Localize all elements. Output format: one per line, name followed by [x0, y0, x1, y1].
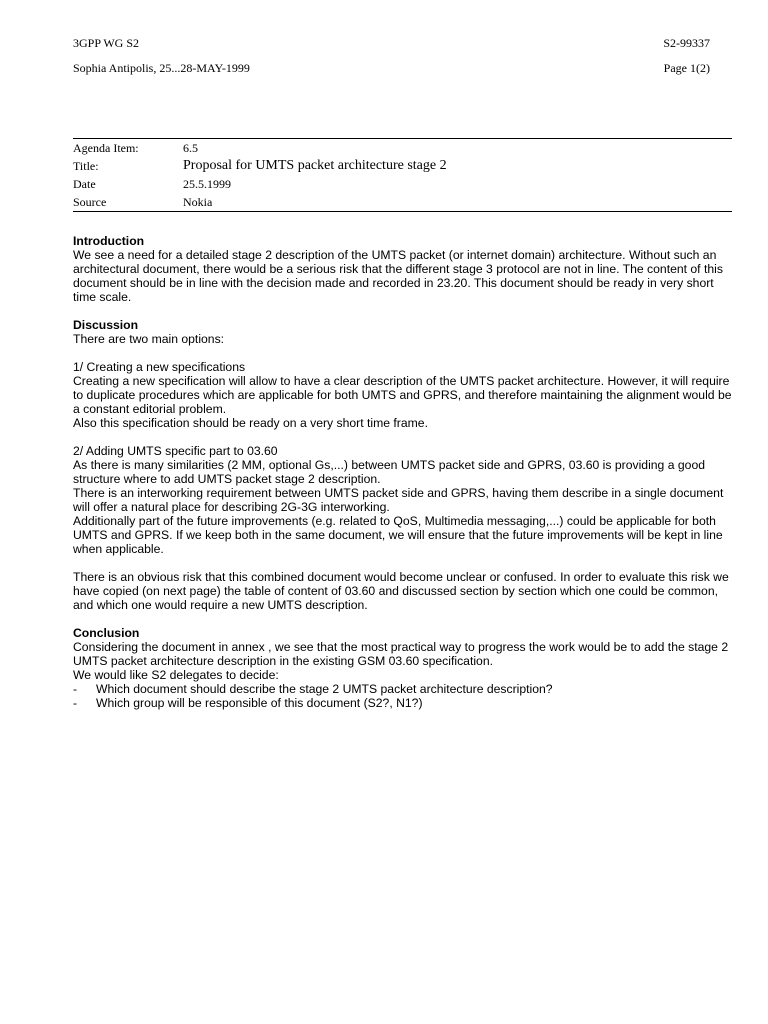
- list-item-text: Which document should describe the stage 2 UMTS packet architecture description?: [96, 682, 553, 696]
- page-number: Page 1(2): [663, 61, 710, 75]
- option1-text2: Also this specification should be ready on a very short time frame.: [73, 416, 428, 430]
- bullet-dash: -: [73, 682, 78, 696]
- date-label: Date: [73, 177, 96, 191]
- title-row: [73, 157, 732, 175]
- conclusion-heading: Conclusion: [73, 626, 140, 640]
- metadata-table: [73, 138, 732, 212]
- agenda-label: Agenda Item:: [73, 141, 139, 155]
- agenda-value: 6.5: [183, 141, 198, 155]
- option2-text1: As there is many similarities (2 MM, optional Gs,...) between UMTS packet side and GPRS, 03.60 is providing a good structure where to add UMTS packet stage 2 description.: [73, 458, 705, 486]
- list-item: [73, 682, 733, 696]
- introduction-text: We see a need for a detailed stage 2 description of the UMTS packet (or internet domain) architecture. Without such an architectural document, there would be a serious risk that the different stage 3 protocol are not in line. The content of this document should be in line with the decision made and recorded in 23.20. This document should be ready in very short time scale.: [73, 248, 723, 304]
- conclusion-text: Considering the document in annex , we see that the most practical way to progress the work would be to add the stage 2 UMTS packet architecture description in the existing GSM 03.60 specification.: [73, 640, 729, 668]
- title-label: Title:: [73, 159, 99, 173]
- meeting-info: Sophia Antipolis, 25...28-MAY-1999: [73, 61, 250, 75]
- source-label: Source: [73, 195, 107, 209]
- document-title: Proposal for UMTS packet architecture stage 2: [183, 158, 447, 173]
- source-value: Nokia: [183, 195, 213, 209]
- option2-text3: Additionally part of the future improvements (e.g. related to QoS, Multimedia messaging,...) could be applicable for both UMTS and GPRS. If we keep both in the same document, we will ensure that the future improvements will be kept in line when applicable.: [73, 514, 723, 556]
- discussion-heading: Discussion: [73, 318, 139, 332]
- date-value: 25.5.1999: [183, 177, 231, 191]
- option2-title: 2/ Adding UMTS specific part to 03.60: [73, 444, 278, 458]
- discussion-intro: There are two main options:: [73, 332, 225, 346]
- option1-title: 1/ Creating a new specifications: [73, 360, 246, 374]
- group-name: 3GPP WG S2: [73, 36, 140, 50]
- agenda-row: [73, 139, 732, 157]
- document-number: S2-99337: [663, 36, 710, 50]
- source-row: [73, 193, 732, 211]
- introduction-heading: Introduction: [73, 234, 145, 248]
- conclusion-ask: We would like S2 delegates to decide:: [73, 668, 279, 682]
- list-item: [73, 696, 733, 710]
- bullet-dash: -: [73, 696, 78, 710]
- decision-list: [73, 682, 733, 710]
- risk-text: There is an obvious risk that this combined document would become unclear or confused. In order to evaluate this risk we have copied (on next page) the table of content of 03.60 and discussed section by section which one could be common, and which one would require a new UMTS description.: [73, 570, 729, 612]
- option2-text2: There is an interworking requirement between UMTS packet side and GPRS, having them describe in a single document will offer a natural place for describing 2G-3G interworking.: [73, 486, 724, 514]
- list-item-text: Which group will be responsible of this document (S2?, N1?): [96, 696, 423, 710]
- document-body: [73, 234, 733, 710]
- option1-text: Creating a new specification will allow to have a clear description of the UMTS packet architecture. However, it will require to duplicate procedures which are applicable for both UMTS and GPRS, and therefore maintaining the alignment would be a constant editorial problem.: [73, 374, 732, 416]
- date-row: [73, 175, 732, 193]
